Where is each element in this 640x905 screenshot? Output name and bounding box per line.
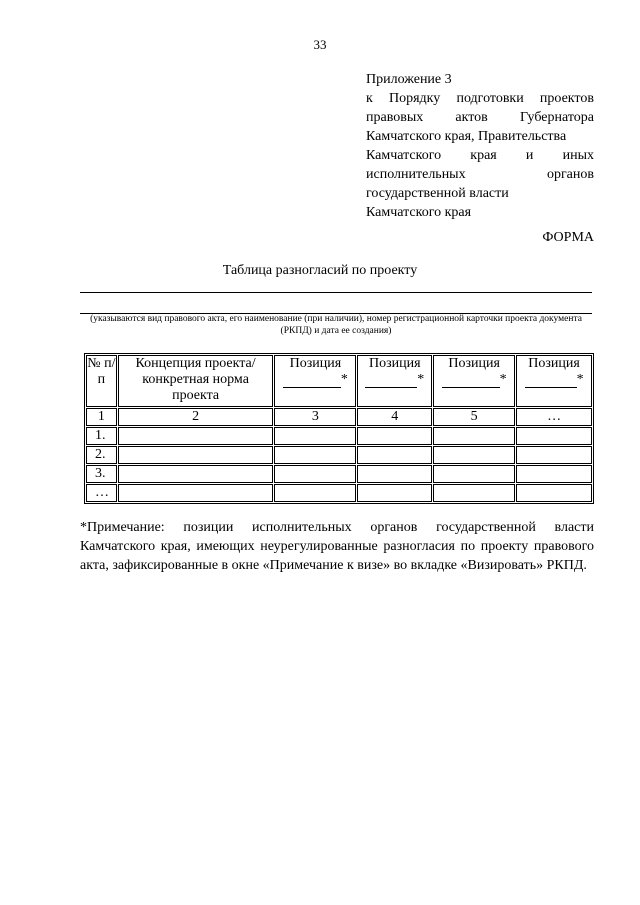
form-label: ФОРМА bbox=[542, 230, 594, 245]
table-header-row bbox=[86, 355, 592, 407]
table-row bbox=[86, 465, 592, 483]
column-number-row bbox=[86, 408, 592, 426]
page-number: 33 bbox=[313, 37, 327, 52]
column-number: … bbox=[516, 408, 592, 426]
appendix-line-6: исполнительных органов bbox=[366, 167, 594, 182]
table-cell bbox=[118, 484, 274, 502]
table-cell bbox=[118, 427, 274, 445]
position-label: Позиция bbox=[528, 356, 580, 371]
appendix-line-8: Камчатского края bbox=[366, 205, 472, 220]
column-number: 2 bbox=[118, 408, 274, 426]
footnote: *Примечание: позиции исполнительных органов государственной власти Камчатского края, имеющих неурегулированные разногласия по проекту правового акта, зафиксированные в окне «Примечание к визе» во вкладке «Визировать» РКПД. bbox=[80, 520, 594, 573]
table-cell bbox=[118, 446, 274, 464]
header-number: № п/п bbox=[86, 355, 117, 407]
row-label: 2. bbox=[86, 446, 117, 464]
table-cell bbox=[516, 465, 592, 483]
project-name-line bbox=[80, 292, 592, 293]
table-cell bbox=[274, 484, 356, 502]
position-blank bbox=[442, 374, 500, 388]
position-mark: * bbox=[499, 372, 507, 387]
table-cell bbox=[516, 484, 592, 502]
appendix-block bbox=[366, 70, 594, 222]
appendix-line-5: Камчатского края и иных bbox=[366, 148, 594, 163]
table-cell bbox=[433, 484, 515, 502]
table-cell bbox=[118, 465, 274, 483]
table-cell bbox=[274, 427, 356, 445]
position-blank bbox=[283, 374, 341, 388]
position-label: Позиция bbox=[289, 356, 342, 371]
column-number: 1 bbox=[86, 408, 117, 426]
table-title: Таблица разногласий по проекту bbox=[222, 263, 418, 278]
position-mark: * bbox=[576, 372, 584, 387]
row-label: 3. bbox=[86, 465, 117, 483]
table-row bbox=[86, 427, 592, 445]
header-concept: Концепция проекта/конкретная норма проекта bbox=[118, 355, 274, 407]
table-cell bbox=[274, 446, 356, 464]
position-label: Позиция bbox=[369, 356, 421, 371]
disputes-table bbox=[84, 353, 594, 504]
column-number: 3 bbox=[274, 408, 356, 426]
appendix-line-4: Камчатского края, Правительства bbox=[366, 129, 567, 144]
table-row bbox=[86, 446, 592, 464]
table-cell bbox=[357, 446, 432, 464]
project-hint: (указываются вид правового акта, его наименование (при наличии), номер регистрационной карточки проекта документа (РКПД) и дата ее создания) bbox=[90, 314, 582, 336]
table-cell bbox=[357, 427, 432, 445]
header-position-3 bbox=[433, 355, 515, 407]
table-cell bbox=[433, 465, 515, 483]
position-blank bbox=[365, 374, 417, 388]
position-mark: * bbox=[340, 372, 348, 387]
table-cell bbox=[274, 465, 356, 483]
appendix-line-2: к Порядку подготовки проектов bbox=[366, 91, 594, 106]
column-number: 4 bbox=[357, 408, 432, 426]
table-cell bbox=[516, 427, 592, 445]
table-cell bbox=[516, 446, 592, 464]
header-position-2 bbox=[357, 355, 432, 407]
position-label: Позиция bbox=[448, 356, 500, 371]
appendix-line-7: государственной власти bbox=[366, 186, 509, 201]
header-position-4 bbox=[516, 355, 592, 407]
header-position-1 bbox=[274, 355, 356, 407]
position-blank bbox=[525, 374, 577, 388]
table-cell bbox=[433, 446, 515, 464]
table-cell bbox=[357, 465, 432, 483]
table-row bbox=[86, 484, 592, 502]
appendix-line-3: правовых актов Губернатора bbox=[366, 110, 594, 125]
appendix-line-1: Приложение 3 bbox=[366, 72, 452, 87]
row-label: … bbox=[86, 484, 117, 502]
row-label: 1. bbox=[86, 427, 117, 445]
position-mark: * bbox=[417, 372, 425, 387]
table-cell bbox=[357, 484, 432, 502]
table-cell bbox=[433, 427, 515, 445]
column-number: 5 bbox=[433, 408, 515, 426]
